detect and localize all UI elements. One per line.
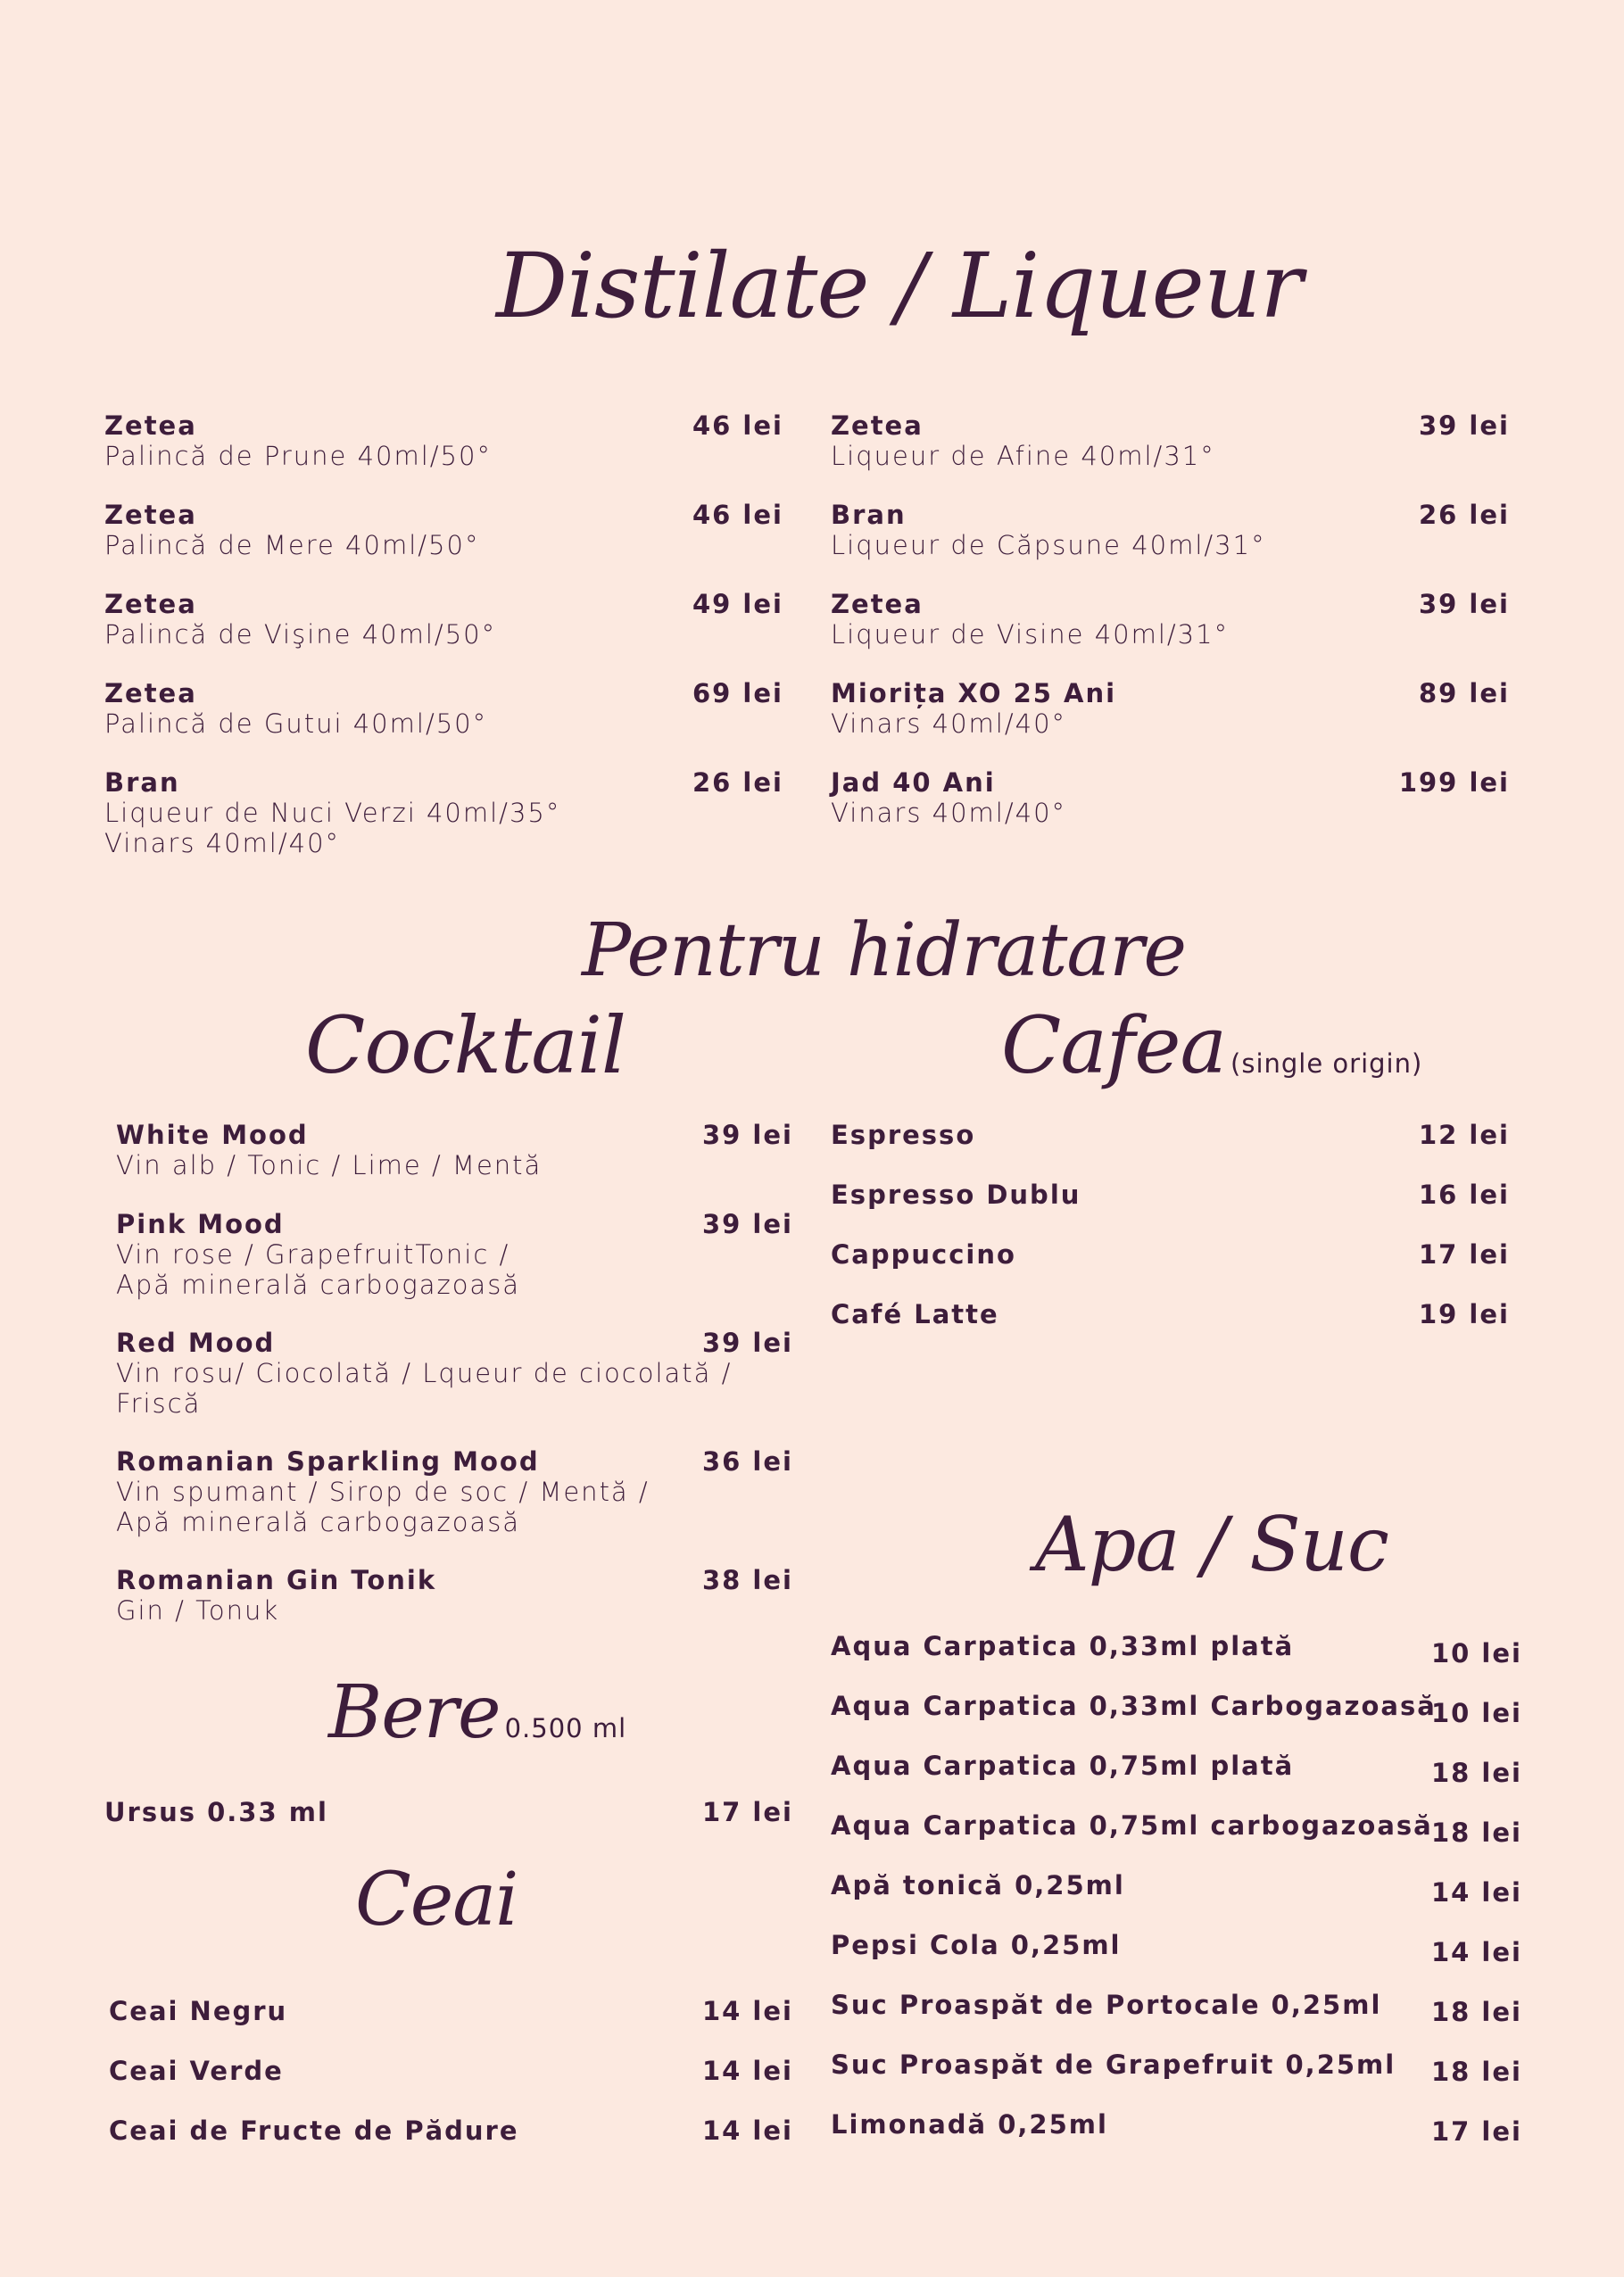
item-name: Espresso xyxy=(831,1120,976,1150)
item-name: Bran xyxy=(104,767,180,798)
item-name: White Mood xyxy=(116,1120,309,1150)
item-name: Red Mood xyxy=(116,1328,276,1358)
bere-heading xyxy=(328,1670,626,1755)
menu-item xyxy=(104,1797,793,1827)
item-desc: Friscă xyxy=(116,1388,202,1419)
menu-item xyxy=(831,678,1510,739)
item-name: Romanian Sparkling Mood xyxy=(116,1446,540,1477)
menu-item xyxy=(109,1996,793,2026)
cafea-note: (single origin) xyxy=(1230,1048,1423,1079)
item-price: 14 lei xyxy=(701,2056,793,2086)
item-price: 12 lei xyxy=(1418,1120,1510,1150)
item-price: 26 lei xyxy=(692,767,783,798)
item-price: 39 lei xyxy=(701,1120,793,1150)
ceai-title: Ceai xyxy=(355,1858,518,1942)
item-name: Zetea xyxy=(831,589,924,619)
item-price: 89 lei xyxy=(1418,678,1510,708)
item-price: 36 lei xyxy=(701,1446,793,1477)
menu-item xyxy=(116,1328,793,1419)
item-desc: Vinars 40ml/40° xyxy=(831,798,1067,828)
menu-item xyxy=(109,2116,793,2146)
item-desc: Palincă de Prune 40ml/50° xyxy=(104,441,492,471)
menu-item xyxy=(831,410,1510,471)
item-desc: Vinars 40ml/40° xyxy=(104,828,341,858)
item-price: 17 lei xyxy=(1418,1239,1510,1270)
bere-title: Bere xyxy=(328,1670,501,1755)
item-name: Limonadă 0,25ml xyxy=(831,2109,1108,2140)
item-desc: Liqueur de Căpsune 40ml/31° xyxy=(831,530,1266,560)
item-name: Zetea xyxy=(104,589,197,619)
menu-item xyxy=(831,1691,1522,1728)
item-name: Aqua Carpatica 0,33ml Carbogazoasă xyxy=(831,1691,1437,1721)
menu-item xyxy=(831,2049,1522,2087)
menu-item xyxy=(116,1565,793,1626)
item-name: Zetea xyxy=(104,678,197,708)
item-name: Ceai Negru xyxy=(109,1996,288,2026)
item-price: 46 lei xyxy=(692,410,783,441)
item-price: 69 lei xyxy=(692,678,783,708)
item-price: 18 lei xyxy=(1430,1817,1522,1848)
item-desc: Palincă de Mere 40ml/50° xyxy=(104,530,480,560)
menu-item xyxy=(831,589,1510,650)
distilate-title: Distilate / Liqueur xyxy=(496,234,1303,338)
item-name: Miorița XO 25 Ani xyxy=(831,678,1117,708)
item-desc: Vin rosu/ Ciocolată / Lqueur de ciocolată / xyxy=(116,1358,733,1388)
item-desc: Vin spumant / Sirop de soc / Mentă / xyxy=(116,1477,650,1507)
item-price: 17 lei xyxy=(1430,2116,1522,2147)
item-name: Apă tonică 0,25ml xyxy=(831,1870,1125,1900)
item-name: Bran xyxy=(831,500,907,530)
item-price: 18 lei xyxy=(1430,1997,1522,2027)
item-name: Zetea xyxy=(104,500,197,530)
menu-item xyxy=(831,2109,1522,2147)
item-desc: Apă minerală carbogazoasă xyxy=(116,1507,521,1537)
cocktail-title: Cocktail xyxy=(305,999,626,1091)
menu-item xyxy=(831,1299,1510,1329)
cafea-title: Cafea xyxy=(1001,999,1226,1091)
item-price: 14 lei xyxy=(701,1996,793,2026)
item-name: Aqua Carpatica 0,33ml plată xyxy=(831,1631,1295,1661)
item-desc: Liqueur de Afine 40ml/31° xyxy=(831,441,1215,471)
menu-item xyxy=(831,767,1510,828)
item-name: Jad 40 Ani xyxy=(831,767,996,798)
item-desc: Vin alb / Tonic / Lime / Mentă xyxy=(116,1150,543,1180)
menu-item xyxy=(831,1810,1522,1848)
menu-item xyxy=(831,1930,1522,1967)
item-price: 14 lei xyxy=(1430,1937,1522,1967)
item-price: 19 lei xyxy=(1418,1299,1510,1329)
menu-item xyxy=(116,1120,793,1180)
item-price: 18 lei xyxy=(1430,1758,1522,1788)
item-name: Pink Mood xyxy=(116,1209,285,1239)
item-name: Ursus 0.33 ml xyxy=(104,1797,328,1827)
item-price: 39 lei xyxy=(1418,589,1510,619)
item-price: 10 lei xyxy=(1430,1698,1522,1728)
menu-item xyxy=(831,1239,1510,1270)
item-desc: Palincă de Vişine 40ml/50° xyxy=(104,619,497,650)
menu-item xyxy=(116,1209,793,1300)
item-price: 199 lei xyxy=(1398,767,1510,798)
item-name: Espresso Dublu xyxy=(831,1180,1081,1210)
menu-item xyxy=(831,1631,1522,1668)
menu-item xyxy=(104,500,783,560)
item-name: Zetea xyxy=(104,410,197,441)
item-desc: Palincă de Gutui 40ml/50° xyxy=(104,708,488,739)
menu-item xyxy=(104,589,783,650)
item-desc: Liqueur de Nuci Verzi 40ml/35° xyxy=(104,798,561,828)
item-desc: Gin / Tonuk xyxy=(116,1595,280,1626)
menu-item xyxy=(831,1990,1522,2027)
item-desc: Apă minerală carbogazoasă xyxy=(116,1270,521,1300)
menu-item xyxy=(104,410,783,471)
item-name: Suc Proaspăt de Grapefruit 0,25ml xyxy=(831,2049,1396,2080)
cafea-heading xyxy=(1001,999,1422,1091)
item-price: 39 lei xyxy=(701,1209,793,1239)
item-desc: Liqueur de Visine 40ml/31° xyxy=(831,619,1230,650)
item-desc: Vin rose / GrapefruitTonic / xyxy=(116,1239,510,1270)
menu-item xyxy=(831,1120,1510,1150)
item-name: Pepsi Cola 0,25ml xyxy=(831,1930,1122,1960)
item-name: Suc Proaspăt de Portocale 0,25ml xyxy=(831,1990,1382,2020)
menu-item xyxy=(109,2056,793,2086)
item-name: Aqua Carpatica 0,75ml plată xyxy=(831,1751,1295,1781)
item-price: 39 lei xyxy=(701,1328,793,1358)
item-name: Aqua Carpatica 0,75ml carbogazoasă xyxy=(831,1810,1433,1841)
item-name: Café Latte xyxy=(831,1299,999,1329)
item-name: Cappuccino xyxy=(831,1239,1016,1270)
item-price: 17 lei xyxy=(701,1797,793,1827)
item-desc: Vinars 40ml/40° xyxy=(831,708,1067,739)
menu-item xyxy=(831,1180,1510,1210)
item-price: 39 lei xyxy=(1418,410,1510,441)
apa-title: Apa / Suc xyxy=(1035,1501,1388,1588)
item-price: 10 lei xyxy=(1430,1638,1522,1668)
item-price: 46 lei xyxy=(692,500,783,530)
item-price: 14 lei xyxy=(701,2116,793,2146)
item-price: 14 lei xyxy=(1430,1877,1522,1908)
item-price: 16 lei xyxy=(1418,1180,1510,1210)
menu-item xyxy=(831,1751,1522,1788)
item-price: 49 lei xyxy=(692,589,783,619)
bere-note: 0.500 ml xyxy=(504,1713,627,1743)
menu-item xyxy=(116,1446,793,1537)
menu-item xyxy=(104,678,783,739)
menu-item xyxy=(831,1870,1522,1908)
menu-item xyxy=(104,767,783,858)
item-name: Romanian Gin Tonik xyxy=(116,1565,437,1595)
item-price: 38 lei xyxy=(701,1565,793,1595)
item-name: Zetea xyxy=(831,410,924,441)
item-name: Ceai de Fructe de Pădure xyxy=(109,2116,519,2146)
menu-item xyxy=(831,500,1510,560)
item-name: Ceai Verde xyxy=(109,2056,284,2086)
hidratare-title: Pentru hidratare xyxy=(582,908,1187,993)
item-price: 18 lei xyxy=(1430,2057,1522,2087)
item-price: 26 lei xyxy=(1418,500,1510,530)
